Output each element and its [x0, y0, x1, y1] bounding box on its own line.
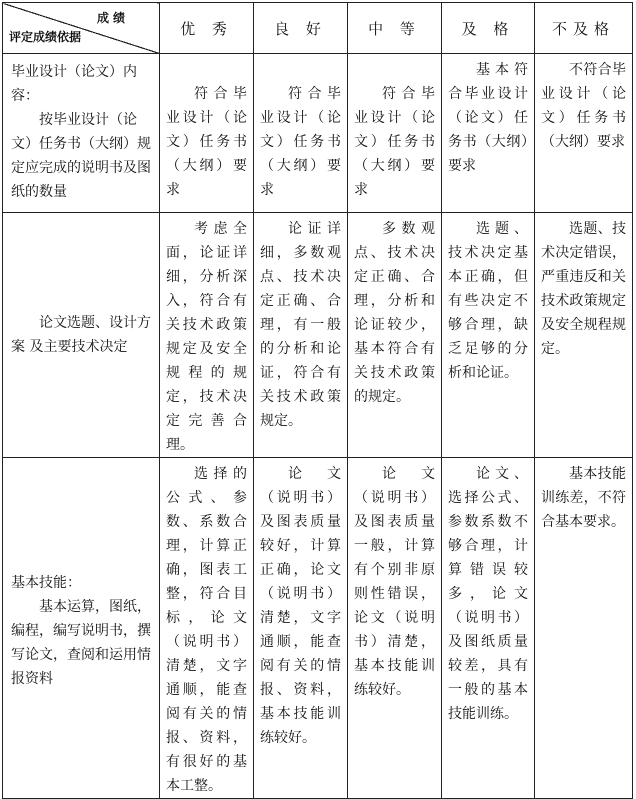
criterion-cell-skills [3, 458, 160, 799]
table-row [3, 213, 633, 458]
grade-header-good: 良 好 [254, 3, 348, 54]
grade-cell-good: 论证详细，多数观点、技术决定正确、合理，有一般的分析和论证，符合有关技术政策规定。 [254, 213, 348, 458]
grade-header-medium: 中 等 [348, 3, 442, 54]
grade-header-fail: 不及格 [535, 3, 633, 54]
corner-header-cell [3, 3, 160, 54]
grade-cell-medium: 论文（说明书）及图表质量一般，计算有个别非原则性错误，论文（说明书）清楚，基本技能训练较好。 [348, 458, 442, 799]
criterion-title: 基本技能： [11, 575, 81, 591]
corner-basis-label: 评定成绩依据 [9, 30, 82, 44]
grade-cell-medium: 多数观点、技术决定正确、合理，分析和论证较少，基本符合有关技术政策的规定。 [348, 213, 442, 458]
corner-grade-label: 成绩 [96, 11, 129, 25]
grade-cell-fail: 基本技能训练差，不符合基本要求。 [535, 458, 633, 799]
grade-cell-excellent: 符合毕业设计（论文）任务书（大纲）要求 [160, 54, 254, 213]
grade-cell-fail: 选题、技术决定错误，严重违反和关技术政策规定及安全规程规定。 [535, 213, 633, 458]
grade-cell-pass: 选题、技术决定基本正确，但有些决定不够合理，缺乏足够的分析和论证。 [442, 213, 535, 458]
grade-header-pass: 及 格 [442, 3, 535, 54]
grade-cell-good: 论文（说明书）及图表质量较好，计算正确，论文（说明书）清楚，文字通顺，能查阅有关的情报、资料，基本技能训练较好。 [254, 458, 348, 799]
grade-cell-fail: 不符合毕业设计（论文）任务书（大纲）要求 [535, 54, 633, 213]
criterion-detail: 按毕业设计（论文）任务书（大纲）规定应完成的说明书及图纸的数量 [11, 112, 151, 200]
grade-cell-good: 符合毕业设计（论文）任务书（大纲）要求 [254, 54, 348, 213]
criterion-cell-content [3, 54, 160, 213]
criterion-cell-design: 论文选题、设计方案 及主要技术决定 [3, 213, 160, 458]
criterion-title: 毕业设计（论文）内容： [11, 64, 137, 104]
table-row [3, 458, 633, 799]
criterion-detail: 基本运算，图纸，编程，编写说明书，撰写论文，查阅和运用情报资料 [11, 599, 151, 687]
grade-header-excellent: 优 秀 [160, 3, 254, 54]
grade-cell-excellent: 选择的公式、参数、系数合理，计算正确，图表工整，符合目标，论文（说明书）清楚，文字通顺，能查阅有关的情报、资料，有很好的基本工整。 [160, 458, 254, 799]
grade-cell-pass: 论文、选择公式、参数系数不够合理，计算错误较多，论文（说明书）及图纸质量较差，具有一般的基本技能训练。 [442, 458, 535, 799]
grade-cell-excellent: 考虑全面，论证详细，分析深入，符合有关技术政策规定及安全规程的规定，技术决定完善合理。 [160, 213, 254, 458]
grade-cell-pass: 基本符合毕业设计（论文）任务书（大纲）要求 [442, 54, 535, 213]
grading-criteria-table [2, 2, 633, 799]
header-row [3, 3, 633, 54]
grade-cell-medium: 符合毕业设计（论文）任务书（大纲）要求 [348, 54, 442, 213]
table-row [3, 54, 633, 213]
